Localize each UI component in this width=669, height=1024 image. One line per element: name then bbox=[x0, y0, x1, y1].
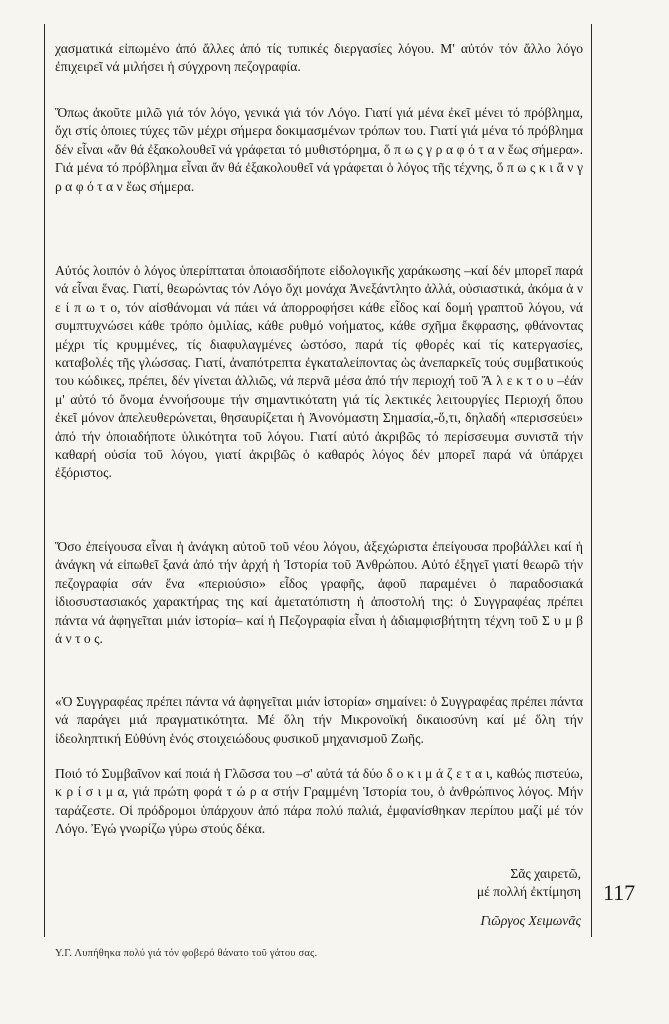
paragraph-2 bbox=[55, 104, 583, 196]
paragraph-3-text: Αὐτός λοιπόν ὁ λόγος ὑπερίπταται ὁποιασδήποτε εἰδολογικῆς χαράκωσης –καί δέν μπορεῖ παρά νά εἶναι ἕνας. Γιατί, θεωρώντας τόν Λόγο ὄχι μονάχα Ἀνεξάντλητο ἀλλά, οὐσιαστικά, ἀκόμα ἀ ν ε ί π ω τ ο, τόν αἰσθάνομαι νά πάει νά ἀπορροφήσει κάθε εἶδος καί δομή γραπτοῦ λόγου, νά συμπτυχνώσει κάθε τρόπο ὁμιλίας, κάθε ρυθμό νοήματος, κάθε σχῆμα ἔκφρασης, φθάνοντας μέχρι τίς κρυμμένες, τίς διαφυλαγμένες ὡστόσο, παρά τίς φθορές καί τίς κατεργασίες, καταβολές τῆς γλώσσας. Γιατί, ἀναπότρεπτα ἐγκαταλείποντας ὡς ἀνεπαρκεῖς τούς συμβατικούς του κώδικες, πρέπει, δέν γίνεται ἀλλιῶς, νά περνᾶ μέσα ἀπό τήν περιοχή τοῦ Ἄ λ ε κ τ ο υ –ἐάν μ' αὐτό τό ὄνομα ἐννοήσουμε τήν σημαντικότατη γιά τίς λεκτικές λειτουργίες Περιοχή ὅπου ἐκεῖ μόνον ἀπελευθερώνεται, θησαυρίζεται ἡ Ἀνονόμαστη Σημασία,-ὅ,τι, δηλαδή «περισσεύει» ἀπό τήν ὁποιαδήποτε ὑλικότητα τοῦ λόγου. Γιατί αὐτό ἀκριβῶς τό περίσσευμα συνιστᾶ τήν καθαρή οὐσία τοῦ λόγου, γιατί ἀκριβῶς ὁ καθαρός λόγος δέν μπορεῖ παρά νά ὑπάρχει ἐξόριστος. bbox=[55, 263, 583, 481]
paragraph-4-text: Ὅσο ἐπείγουσα εἶναι ἡ ἀνάγκη αὐτοῦ τοῦ νέου λόγου, ἀξεχώριστα ἐπείγουσα προβάλλει καί ἡ ἀνάγκη νά εἰπωθεῖ ξανά ἀπό τήν ἀρχή ἡ Ἱστορία τοῦ Ἀνθρώπου. Αὐτό ἐξηγεῖ γιατί θεωρῶ τήν πεζογραφία σάν ἕνα «περιούσιο» εἶδος γραφῆς, ἀφοῦ παραμένει ὁ παραδοσιακά ἰδιοσυστασιακός χαρακτήρας της καί ἀμετατόπιστη ἡ ἀποστολή της: ὁ Συγγραφέας πρέπει πάντα νά ἀφηγεῖται μιάν ἱστορία– καί ἡ Πεζογραφία εἶναι ἡ ἀδιαμφισβήτητη τέχνη τοῦ Σ υ μ β ά ν τ ο ς. bbox=[55, 539, 583, 647]
paragraph-5-text: «Ὁ Συγγραφέας πρέπει πάντα νά ἀφηγεῖται μιάν ἱστορία» σημαίνει: ὁ Συγγραφέας πρέπει πάντα νά παράγει μιά πραγματικότητα. Μέ ὅλη τήν Μικρονοϊκή δικαιοσύνη καί μέ ὅλη τήν ἰδεοληπτική Εὐθύνη ἑνός στοιχειώδους φυσικοῦ μηχανισμοῦ Ζωῆς. bbox=[55, 694, 583, 746]
paragraph-1 bbox=[55, 40, 583, 77]
paragraph-6-text: Ποιό τό Συμβαῖνον καί ποιά ἡ Γλῶσσα του –σ' αὐτά τά δύο δ ο κ ι μ ά ζ ε τ α ι, καθώς πιστεύω, κ ρ ί σ ι μ α, γιά πρώτη φορά τ ώ ρ α στήν Γραμμένη Ἱστορία του, ὁ ἀνθρώπινος λόγος. Μήν ταράζεστε. Οἱ πρόδρομοι ὑπάρχουν ἀπό πάρα πολύ παλιά, ἐμφανίσθηκαν περίπου μαζί μέ τόν Λόγο. Ἐγώ γνωρίζω γύρω στούς δέκα. bbox=[55, 766, 583, 837]
signoff bbox=[477, 865, 581, 902]
paragraph-3 bbox=[55, 262, 583, 483]
signoff-regards: μέ πολλή ἐκτίμηση bbox=[476, 884, 581, 900]
paragraph-2-text: Ὅπως ἀκοῦτε μιλῶ γιά τόν λόγο, γενικά γιά τόν Λόγο. Γιατί γιά μένα ἐκεῖ μένει τό πρόβλημα, ὄχι στίς ὁποιες τύχες τῶν μέχρι σήμερα δοκιμασμένων τρόπων του. Γιατί γιά μένα τό πρόβλημα δέν εἶναι «ἄν θά ἐξακολουθεῖ νά γράφεται τό μυθιστόρημα, ὅ π ω ς γ ρ α φ ό τ α ν ἕως σήμερα». Γιά μένα τό πρόβλημα εἶναι ἄν θά ἐξακολουθεῖ νά γράφεται ὁ λόγος τῆς τέχνης, ὅ π ω ς κ ι ἄ ν γ ρ α φ ό τ α ν ἕως σήμερα. bbox=[55, 105, 583, 194]
postscript-footnote: Υ.Γ. Λυπήθηκα πολύ γιά τόν φοβερό θάνατο τοῦ γάτου σας. bbox=[55, 948, 318, 959]
paragraph-4 bbox=[55, 538, 583, 648]
paragraph-1-text: χασματικά εἰπωμένο ἀπό ἄλλες ἀπό τίς τυπικές διεργασίες λόγου. Μ' αὐτόν τόν ἄλλο λόγο ἐπιχειρεῖ νά μιλήσει ἡ σύγχρονη πεζογραφία. bbox=[55, 41, 583, 75]
paragraph-5 bbox=[55, 693, 583, 748]
paragraph-6 bbox=[55, 765, 583, 839]
page-number: 117 bbox=[603, 880, 636, 905]
signoff-author-name: Γιῶργος Χειμωνᾶς bbox=[480, 913, 581, 928]
signoff-greeting: Σᾶς χαιρετῶ, bbox=[510, 866, 581, 881]
